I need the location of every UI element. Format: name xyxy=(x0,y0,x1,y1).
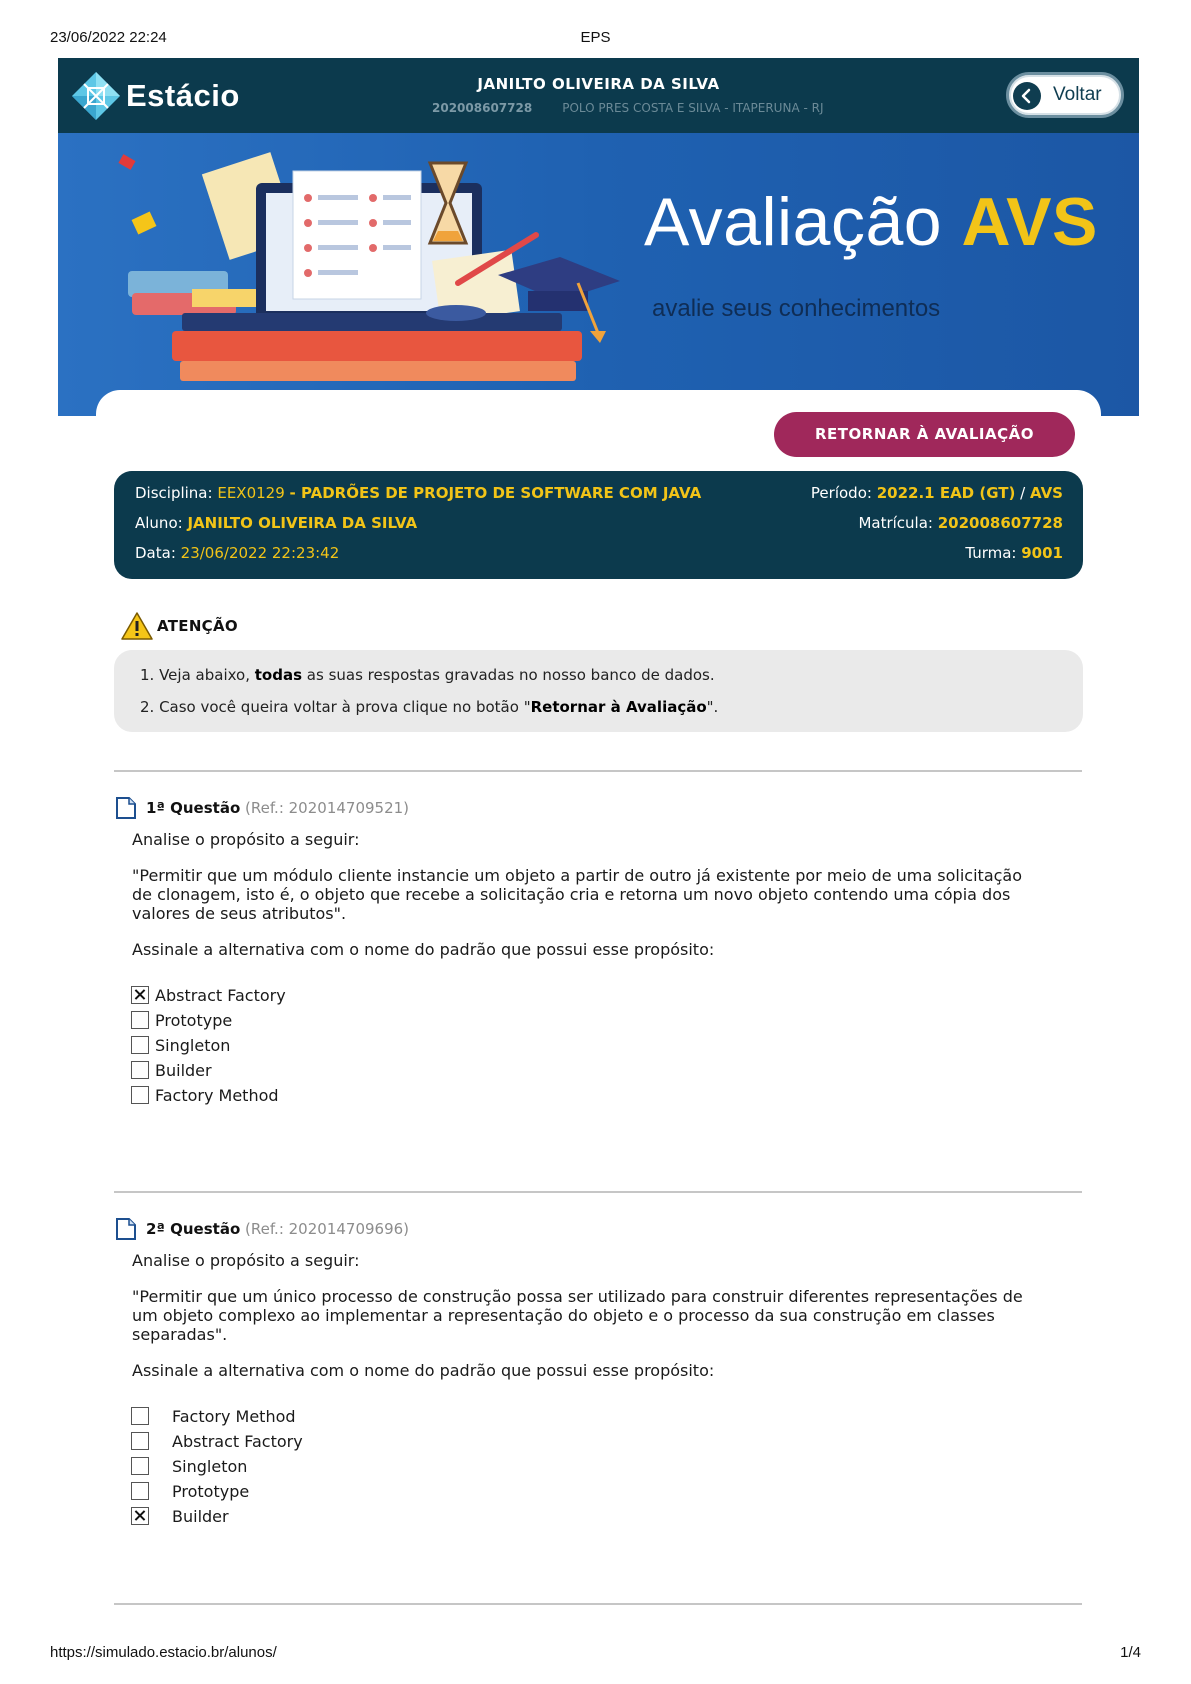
question-1-ref: (Ref.: 202014709521) xyxy=(245,799,410,817)
matricula-label: Matrícula: xyxy=(858,514,933,532)
question-1-quote-line-3: valores de seus atributos". xyxy=(132,904,347,923)
question-2-quote-line-3: separadas". xyxy=(132,1325,228,1344)
option-label: Builder xyxy=(155,1061,212,1080)
option-label: Singleton xyxy=(155,1036,231,1055)
checkbox[interactable] xyxy=(131,1432,149,1450)
divider xyxy=(114,770,1082,772)
checkbox[interactable] xyxy=(131,1061,149,1079)
info-matricula xyxy=(858,514,1063,532)
option-label: Prototype xyxy=(172,1482,250,1501)
return-to-exam-button[interactable]: RETORNAR À AVALIAÇÃO xyxy=(774,412,1075,457)
exam-illustration-icon xyxy=(88,143,648,408)
checkbox[interactable] xyxy=(131,1457,149,1475)
back-button-label: Voltar xyxy=(1053,84,1102,105)
aluno-label: Aluno: xyxy=(135,514,183,532)
question-2-option[interactable] xyxy=(131,1482,431,1504)
question-2-option[interactable] xyxy=(131,1407,431,1429)
option-label: Prototype xyxy=(155,1011,233,1030)
turma-value: 9001 xyxy=(1021,544,1063,562)
question-2-option[interactable] xyxy=(131,1432,431,1454)
print-url: https://simulado.estacio.br/alunos/ xyxy=(50,1644,277,1661)
info-aluno xyxy=(135,514,417,532)
disciplina-name: - PADRÕES DE PROJETO DE SOFTWARE COM JAVA xyxy=(289,484,702,502)
question-1-prompt: Assinale a alternativa com o nome do padrão que possui esse propósito: xyxy=(132,940,715,959)
question-2-prompt: Assinale a alternativa com o nome do padrão que possui esse propósito: xyxy=(132,1361,715,1380)
attention-item-1-text-b: as suas respostas gravadas no nosso banco de dados. xyxy=(306,666,715,684)
option-label: Factory Method xyxy=(172,1407,296,1426)
question-2-ref: (Ref.: 202014709696) xyxy=(245,1220,410,1238)
option-label: Builder xyxy=(172,1507,229,1526)
disciplina-label: Disciplina: xyxy=(135,484,213,502)
attention-box xyxy=(114,650,1083,732)
info-data xyxy=(135,544,339,562)
question-1-option[interactable] xyxy=(131,1011,431,1033)
exam-info-panel xyxy=(114,471,1083,579)
banner-subtitle: avalie seus conhecimentos xyxy=(652,295,941,322)
info-disciplina xyxy=(135,484,701,502)
option-label: Abstract Factory xyxy=(155,986,286,1005)
checkbox-checked[interactable] xyxy=(131,1507,149,1525)
campus-name: POLO PRES COSTA E SILVA - ITAPERUNA - RJ xyxy=(562,101,824,115)
option-label: Factory Method xyxy=(155,1086,279,1105)
student-details xyxy=(432,101,854,115)
checkbox[interactable] xyxy=(131,1011,149,1029)
banner-title-main: Avaliação xyxy=(644,184,943,260)
question-2-quote-line-1: "Permitir que um único processo de construção possa ser utilizado para construir diferentes representações de xyxy=(132,1287,1023,1306)
checkbox[interactable] xyxy=(131,1036,149,1054)
attention-item-1-bold: todas xyxy=(254,666,303,684)
periodo-type: AVS xyxy=(1029,484,1063,502)
divider xyxy=(114,1603,1082,1605)
data-value: 23/06/2022 22:23:42 xyxy=(180,544,340,562)
question-1-intro: Analise o propósito a seguir: xyxy=(132,830,360,849)
print-date: 23/06/2022 22:24 xyxy=(50,29,167,46)
attention-item-2 xyxy=(140,698,718,716)
question-1-option[interactable] xyxy=(131,1036,431,1058)
question-2-intro: Analise o propósito a seguir: xyxy=(132,1251,360,1270)
question-1-label: 1ª Questão xyxy=(146,799,241,817)
info-periodo xyxy=(811,484,1063,502)
data-label: Data: xyxy=(135,544,176,562)
checkbox[interactable] xyxy=(131,1086,149,1104)
attention-title: ATENÇÃO xyxy=(157,617,238,635)
print-title: EPS xyxy=(580,29,611,46)
attention-item-2-text-b: ". xyxy=(706,698,719,716)
question-1-option[interactable] xyxy=(131,1061,431,1083)
matricula-value: 202008607728 xyxy=(937,514,1063,532)
checkbox[interactable] xyxy=(131,1482,149,1500)
disciplina-code: EEX0129 xyxy=(217,484,285,502)
hero-banner xyxy=(58,133,1139,416)
question-2-label: 2ª Questão xyxy=(146,1220,241,1238)
logo-text: Estácio xyxy=(126,78,240,113)
document-icon xyxy=(116,1218,136,1240)
checkbox-checked[interactable] xyxy=(131,986,149,1004)
attention-item-2-bold: Retornar à Avaliação xyxy=(530,698,707,716)
site-header xyxy=(58,58,1139,133)
banner-title-accent: AVS xyxy=(961,184,1098,260)
attention-item-2-text-a: 2. Caso você queira voltar à prova clique no botão " xyxy=(140,698,531,716)
question-2-header xyxy=(146,1220,409,1238)
banner-title xyxy=(644,183,1098,261)
question-2-option[interactable] xyxy=(131,1457,431,1479)
option-label: Abstract Factory xyxy=(172,1432,303,1451)
option-label: Singleton xyxy=(172,1457,248,1476)
document-icon xyxy=(116,797,136,819)
attention-item-1 xyxy=(140,666,715,684)
turma-label: Turma: xyxy=(965,544,1017,562)
periodo-label: Período: xyxy=(810,484,872,502)
question-1-quote-line-2: de clonagem, isto é, o objeto que recebe a solicitação cria e retorna um novo objeto contendo uma cópia dos xyxy=(132,885,1011,904)
divider xyxy=(114,1191,1082,1193)
back-button[interactable] xyxy=(1006,72,1124,118)
question-1-header xyxy=(146,799,409,817)
periodo-separator: / xyxy=(1020,484,1026,502)
info-turma xyxy=(965,544,1063,562)
periodo-value: 2022.1 EAD (GT) xyxy=(876,484,1016,502)
attention-item-1-text-a: 1. Veja abaixo, xyxy=(140,666,250,684)
checkbox[interactable] xyxy=(131,1407,149,1425)
print-page-number: 1/4 xyxy=(1120,1644,1141,1661)
question-1-option[interactable] xyxy=(131,986,431,1008)
aluno-value: JANILTO OLIVEIRA DA SILVA xyxy=(187,514,418,532)
chevron-left-icon xyxy=(1013,82,1041,110)
student-id: 202008607728 xyxy=(432,101,533,115)
question-1-quote-line-1: "Permitir que um módulo cliente instancie um objeto a partir de outro já existente por meio de uma solicitação xyxy=(132,866,1023,885)
question-2-quote-line-2: um objeto complexo ao implementar a representação do objeto e o processo da sua construção em classes xyxy=(132,1306,995,1325)
student-name: JANILTO OLIVEIRA DA SILVA xyxy=(477,75,720,93)
question-1-option[interactable] xyxy=(131,1086,431,1108)
warning-icon xyxy=(121,611,153,641)
question-2-option[interactable] xyxy=(131,1507,431,1529)
